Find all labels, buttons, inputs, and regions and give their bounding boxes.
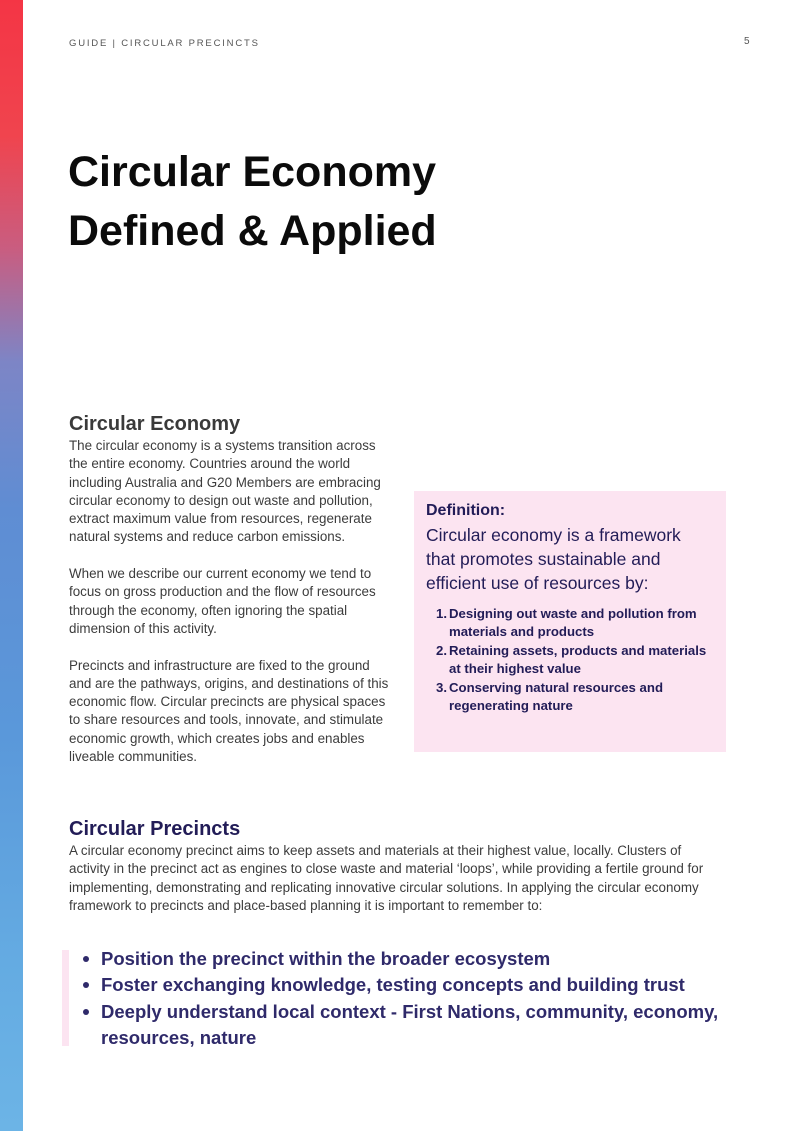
definition-item-number: 3. (436, 679, 447, 695)
key-point (62, 972, 752, 998)
key-point-text: Position the precinct within the broader ecosystem (101, 948, 551, 969)
page-title-line-2: Defined & Applied (68, 207, 437, 255)
key-point (62, 946, 752, 972)
key-point-text: Foster exchanging knowledge, testing concepts and building trust (101, 974, 685, 996)
definition-item-number: 1. (436, 606, 447, 621)
definition-item-text: Designing out waste and pollution from materials and products (449, 606, 697, 640)
page-number: 5 (744, 36, 750, 47)
page-title (68, 143, 668, 261)
circular-precincts-section (69, 816, 719, 915)
circular-economy-paragraph-3: Precincts and infrastructure are fixed to the ground and are the pathways, origins, and destinations of this economic flow. Circular precincts are physical spaces to share resources and tools, innovate, and stimulate economic growth, which creates jobs and enables liveable communities. (69, 657, 389, 765)
circular-precincts-heading: Circular Precincts (69, 818, 241, 840)
definition-intro: Circular economy is a framework that promotes sustainable and efficient use of resources by: (426, 525, 681, 593)
definition-item-text: Conserving natural resources and regenerating nature (449, 679, 663, 714)
definition-item (426, 605, 714, 642)
circular-economy-paragraph-2: When we describe our current economy we tend to focus on gross production and the flow of resources through the economy, often ignoring the spatial dimension of this activity. (69, 566, 376, 636)
circular-economy-section (69, 411, 389, 766)
circular-precincts-body: A circular economy precinct aims to keep assets and materials at their highest value, locally. Clusters of activity in the precinct act as engines to close waste and material ‘loops’, while providing a fertile ground for implementing, demonstrating and replicating innovative circular solutions. In applying the circular economy framework to precincts and place-based planning it is important to remember to: (69, 843, 704, 913)
key-points (62, 946, 752, 1051)
definition-item (426, 679, 714, 716)
definition-callout (414, 491, 726, 752)
bullet-dot-icon (83, 1009, 89, 1015)
definition-list (426, 605, 714, 715)
page-title-line-1: Circular Economy (68, 148, 436, 196)
side-gradient-strip (0, 0, 23, 1131)
key-point-text: Deeply understand local context - First Nations, community, economy, resources, nature (101, 1000, 719, 1048)
bullet-dot-icon (83, 982, 89, 988)
circular-economy-heading: Circular Economy (69, 413, 241, 435)
key-point (62, 999, 752, 1052)
definition-item-number: 2. (436, 642, 447, 658)
bullet-dot-icon (83, 956, 89, 962)
circular-economy-paragraph-1: The circular economy is a systems transition across the entire economy. Countries around the world including Australia and G20 Members are embracing circular economy to design out waste and pollution, extract maximum value from resources, regenerate natural systems and reduce carbon emissions. (69, 438, 381, 545)
key-points-list (62, 946, 752, 1051)
definition-label: Definition: (426, 502, 506, 519)
definition-item-text: Retaining assets, products and materials at their highest value (449, 642, 707, 677)
definition-item (426, 642, 714, 679)
running-head: GUIDE | CIRCULAR PRECINCTS (69, 38, 260, 49)
